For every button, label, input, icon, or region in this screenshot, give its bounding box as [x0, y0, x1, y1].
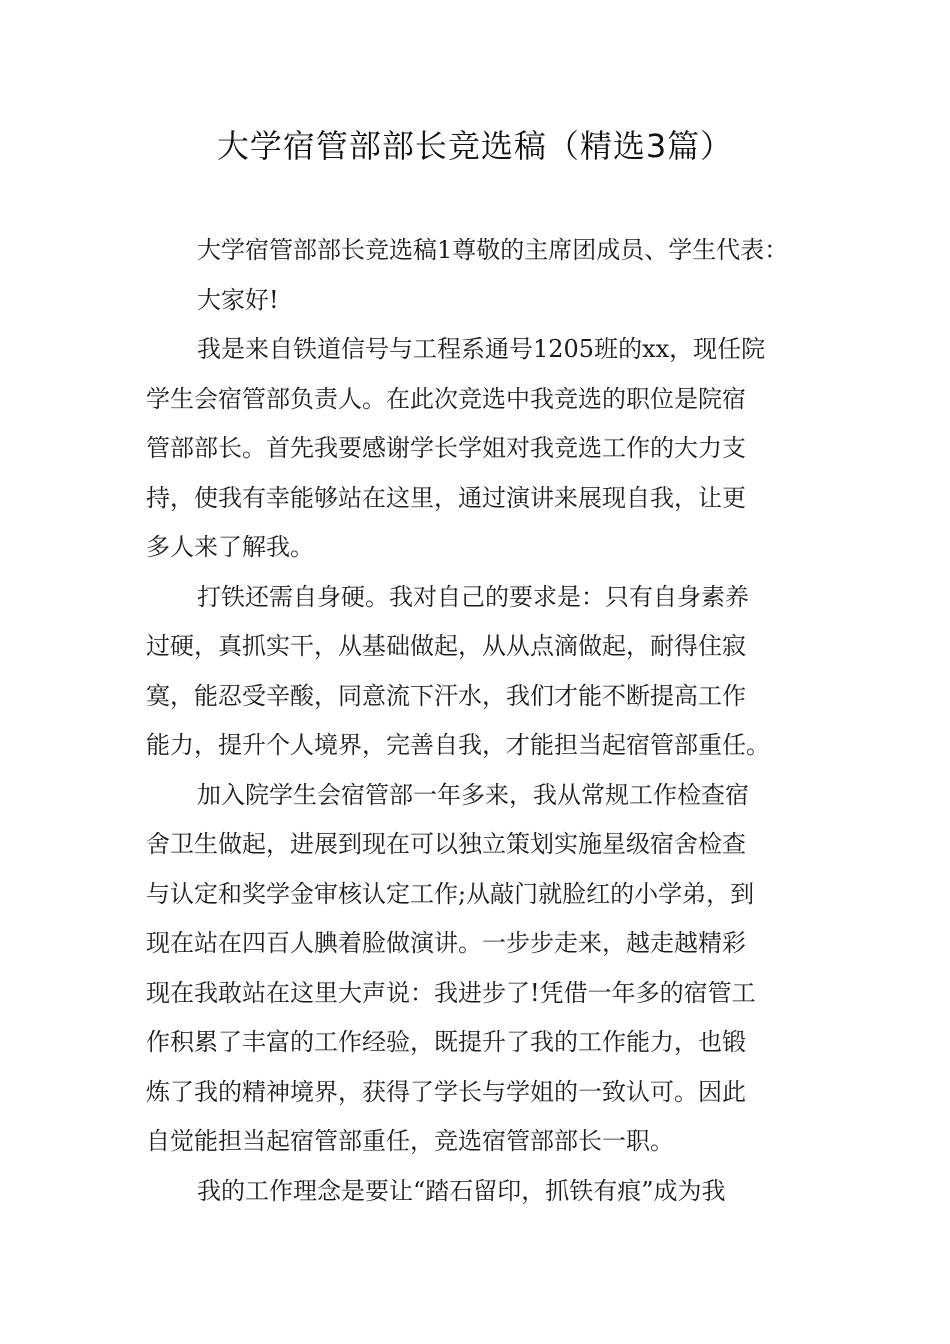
text-line: 寞，能忍受辛酸，同意流下汗水，我们才能不断提高工作 [146, 681, 746, 710]
text-line: 过硬，真抓实干，从基础做起，从从点滴做起，耐得住寂 [146, 632, 746, 660]
text-line: 加入院学生会宿管部一年多来，我从常规工作检查宿 [197, 780, 749, 809]
text-line: 作积累了丰富的工作经验，既提升了我的工作能力，也锻 [146, 1028, 746, 1056]
text-line: 打铁还需自身硬。我对自己的要求是：只有自身素养 [197, 582, 749, 611]
paragraph-work-philosophy [146, 1167, 810, 1217]
paragraph-greeting [146, 276, 810, 326]
text-line: 我的工作理念是要让“踏石留印，抓铁有痕”成为我 [197, 1176, 726, 1205]
text-line: 能力，提升个人境界，完善自我，才能担当起宿管部重任。 [146, 731, 770, 759]
text-line: 多人来了解我。 [146, 533, 314, 561]
text-line: 现在我敢站在这里大声说：我进步了!凭借一年多的宿管工 [146, 978, 756, 1007]
text-line: 学生会宿管部负责人。在此次竞选中我竞选的职位是院宿 [146, 384, 746, 413]
text-line: 大学宿管部部长竞选稿1尊敬的主席团成员、学生代表： [197, 236, 789, 264]
text-line: 我是来自铁道信号与工程系通号1205班的xx，现任院 [197, 335, 766, 363]
paragraph-intro [146, 226, 810, 276]
text-line: 管部部长。首先我要感谢学长学姐对我竞选工作的大力支 [146, 434, 746, 462]
document-body [146, 226, 810, 1216]
text-line: 持，使我有幸能够站在这里，通过演讲来展现自我，让更 [146, 483, 746, 512]
text-line: 炼了我的精神境界，获得了学长与学姐的一致认可。因此 [146, 1077, 746, 1106]
document-title: 大学宿管部部长竞选稿（精选3篇） [216, 127, 734, 165]
text-line: 舍卫生做起，进展到现在可以独立策划实施星级宿舍检查 [146, 830, 746, 858]
paragraph-self-requirements [146, 573, 810, 771]
text-line: 自觉能担当起宿管部重任，竞选宿管部部长一职。 [146, 1127, 674, 1155]
text-line: 大家好! [197, 285, 279, 314]
paragraph-self-introduction [146, 325, 810, 573]
text-line: 现在站在四百人腆着脸做演讲。一步步走来，越走越精彩 [146, 929, 746, 957]
paragraph-experience [146, 771, 810, 1167]
text-line: 与认定和奖学金审核认定工作;从敲门就脸红的小学弟，到 [146, 879, 755, 908]
